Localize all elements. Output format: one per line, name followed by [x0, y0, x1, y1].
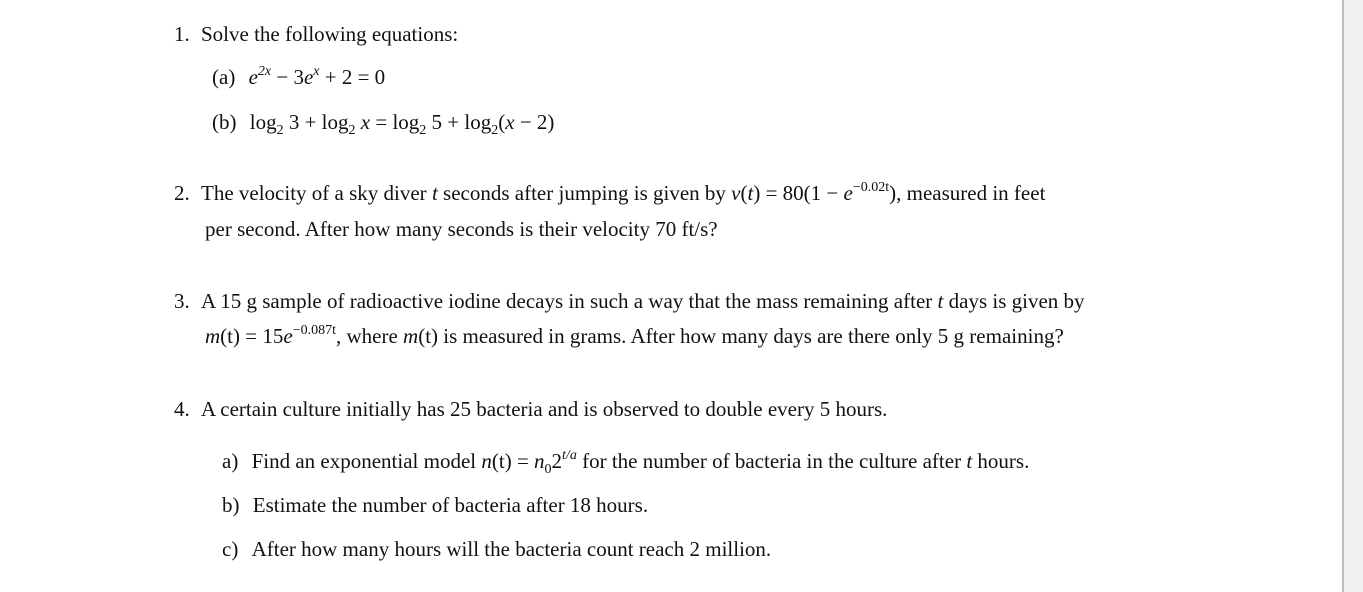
problem-3: [174, 289, 1085, 313]
part-text: After how many hours will the bacteria count reach 2 million.: [251, 537, 772, 561]
problem-4: [174, 397, 887, 421]
problem-text: The velocity of a sky diver t seconds after jumping is given by $v(t) = 80(1 - e^{-0.02t})$, measured in feet: [201, 180, 1046, 205]
page-gutter: [1342, 0, 1363, 592]
problem-3-line2: $m(t) = 15e^{-0.087t}$, where m(t) is measured in grams. After how many days are there only 5 g remaining?: [205, 323, 1064, 348]
problem-number: 4.: [174, 397, 190, 421]
part-label: (a): [212, 65, 236, 89]
problem-2: [174, 181, 1045, 205]
problem-text: Solve the following equations:: [201, 22, 459, 46]
problem-text: A certain culture initially has 25 bacteria and is observed to double every 5 hours.: [201, 397, 888, 421]
problem-number: 3.: [174, 289, 190, 313]
problem-4c: [222, 537, 771, 561]
part-text: Find an exponential model $n(t) = n_02^{t/a}$ for the number of bacteria in the culture after t hours.: [251, 448, 1030, 477]
problem-2-line2: per second. After how many seconds is their velocity 70 ft/s?: [205, 217, 718, 241]
part-label: a): [222, 449, 239, 473]
part-text: Estimate the number of bacteria after 18 hours.: [252, 493, 649, 517]
problem-1b: [212, 110, 555, 138]
part-label: c): [222, 537, 239, 561]
part-label: (b): [212, 110, 237, 134]
problem-number: 2.: [174, 181, 190, 205]
problem-1a: [212, 65, 385, 89]
problem-1: [174, 22, 458, 46]
problem-text: A 15 g sample of radioactive iodine decays in such a way that the mass remaining after t days is given by: [201, 289, 1085, 313]
problem-4a: [222, 448, 1030, 477]
equation: $e^{2x} - 3e^x + 2 = 0$: [248, 64, 386, 89]
problem-number: 1.: [174, 22, 190, 46]
problem-4b: [222, 493, 648, 517]
part-label: b): [222, 493, 240, 517]
equation: $\log_2 3 + \log_2 x = \log_2 5 + \log_2(x - 2)$: [249, 110, 555, 138]
